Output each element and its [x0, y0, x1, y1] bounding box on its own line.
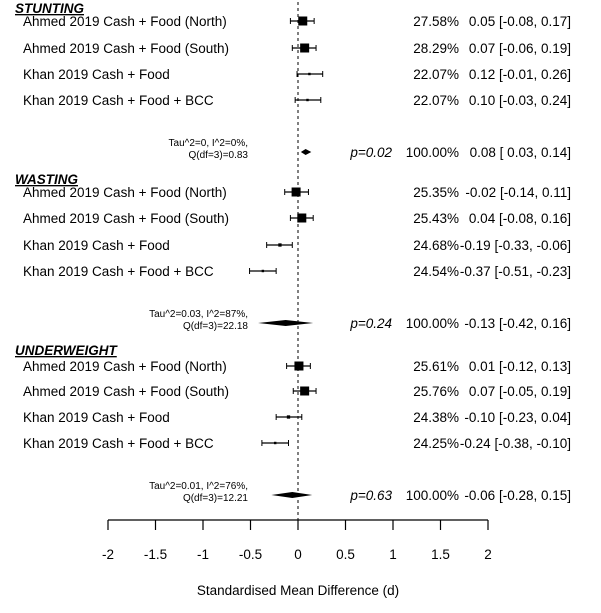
heterogeneity-stats: Tau^2=0, I^2=0%, [168, 138, 248, 149]
x-tick-label: 0.5 [336, 547, 355, 562]
section-title: UNDERWEIGHT [15, 343, 117, 358]
x-tick-label: -2 [101, 547, 115, 562]
p-value: p=0.02 [350, 145, 392, 160]
heterogeneity-q: Q(df=3)=22.18 [182, 321, 248, 332]
section-title: STUNTING [15, 1, 84, 16]
weight-value: 24.54% [413, 264, 459, 279]
x-tick-label: -0.5 [238, 547, 263, 562]
x-tick-label: 1.5 [431, 547, 450, 562]
heterogeneity-stats: Tau^2=0.01, I^2=76%, [149, 481, 248, 492]
p-value: p=0.63 [350, 488, 392, 503]
ci-value: -0.37 [-0.51, -0.23] [459, 264, 571, 279]
weight-value: 25.76% [413, 384, 459, 399]
x-tick-label: -1 [196, 547, 210, 562]
study-label: Ahmed 2019 Cash + Food (North) [23, 185, 227, 200]
ci-value: -0.19 [-0.33, -0.06] [459, 238, 571, 253]
x-tick-label: 1 [389, 547, 397, 562]
ci-value: -0.10 [-0.23, 0.04] [464, 410, 571, 425]
x-tick-label: -1.5 [143, 547, 168, 562]
ci-value: -0.02 [-0.14, 0.11] [465, 185, 571, 200]
weight-value: 25.43% [413, 211, 459, 226]
study-label: Khan 2019 Cash + Food + BCC [23, 264, 214, 279]
point-estimate [300, 44, 309, 53]
heterogeneity-q: Q(df=3)=12.21 [182, 493, 248, 504]
summary-ci: -0.13 [-0.42, 0.16] [464, 316, 571, 331]
ci-value: 0.04 [-0.08, 0.16] [468, 211, 571, 226]
section-title: WASTING [15, 172, 78, 187]
weight-value: 22.07% [413, 67, 459, 82]
point-estimate [278, 243, 281, 246]
x-axis-label: Standardised Mean Difference (d) [196, 583, 400, 598]
study-label: Khan 2019 Cash + Food + BCC [23, 436, 214, 451]
study-label: Khan 2019 Cash + Food [23, 67, 170, 82]
point-estimate [308, 73, 310, 75]
weight-value: 24.25% [413, 436, 459, 451]
ci-value: 0.10 [-0.03, 0.24] [468, 93, 571, 108]
ci-value: 0.07 [-0.05, 0.19] [468, 384, 571, 399]
weight-value: 24.38% [413, 410, 459, 425]
point-estimate [274, 442, 276, 444]
x-tick-label: 2 [484, 547, 492, 562]
point-estimate [298, 17, 307, 26]
summary-ci: -0.06 [-0.28, 0.15] [464, 488, 571, 503]
study-label: Ahmed 2019 Cash + Food (South) [23, 384, 230, 399]
weight-value: 25.61% [413, 359, 459, 374]
summary-ci: 0.08 [ 0.03, 0.14] [469, 145, 571, 160]
summary-weight: 100.00% [405, 145, 459, 160]
summary-weight: 100.00% [405, 316, 459, 331]
p-value: p=0.24 [350, 316, 392, 331]
ci-value: 0.12 [-0.01, 0.26] [468, 67, 571, 82]
point-estimate [262, 270, 264, 272]
study-label: Ahmed 2019 Cash + Food (North) [23, 359, 227, 374]
ci-value: 0.07 [-0.06, 0.19] [468, 41, 571, 56]
study-label: Khan 2019 Cash + Food [23, 238, 170, 253]
summary-weight: 100.00% [405, 488, 459, 503]
study-label: Khan 2019 Cash + Food [23, 410, 170, 425]
heterogeneity-stats: Tau^2=0.03, I^2=87%, [149, 309, 248, 320]
summary-diamond [301, 149, 311, 155]
study-label: Ahmed 2019 Cash + Food (North) [23, 14, 227, 29]
heterogeneity-q: Q(df=3)=0.83 [188, 150, 248, 161]
ci-value: -0.24 [-0.38, -0.10] [459, 436, 571, 451]
point-estimate [294, 362, 303, 371]
weight-value: 24.68% [413, 238, 459, 253]
plot-marks [15, 1, 571, 562]
weight-value: 25.35% [413, 185, 459, 200]
study-label: Khan 2019 Cash + Food + BCC [23, 93, 214, 108]
summary-diamond [271, 492, 312, 498]
x-tick-label: 0 [294, 547, 302, 562]
ci-value: 0.05 [-0.08, 0.17] [468, 14, 571, 29]
weight-value: 27.58% [413, 14, 459, 29]
summary-diamond [258, 320, 313, 326]
point-estimate [287, 415, 290, 418]
point-estimate [292, 188, 301, 197]
point-estimate [297, 214, 306, 223]
ci-value: 0.01 [-0.12, 0.13] [468, 359, 571, 374]
weight-value: 28.29% [413, 41, 459, 56]
study-label: Ahmed 2019 Cash + Food (South) [23, 41, 230, 56]
study-label: Ahmed 2019 Cash + Food (South) [23, 211, 230, 226]
point-estimate [306, 99, 308, 101]
point-estimate [300, 387, 309, 396]
weight-value: 22.07% [413, 93, 459, 108]
